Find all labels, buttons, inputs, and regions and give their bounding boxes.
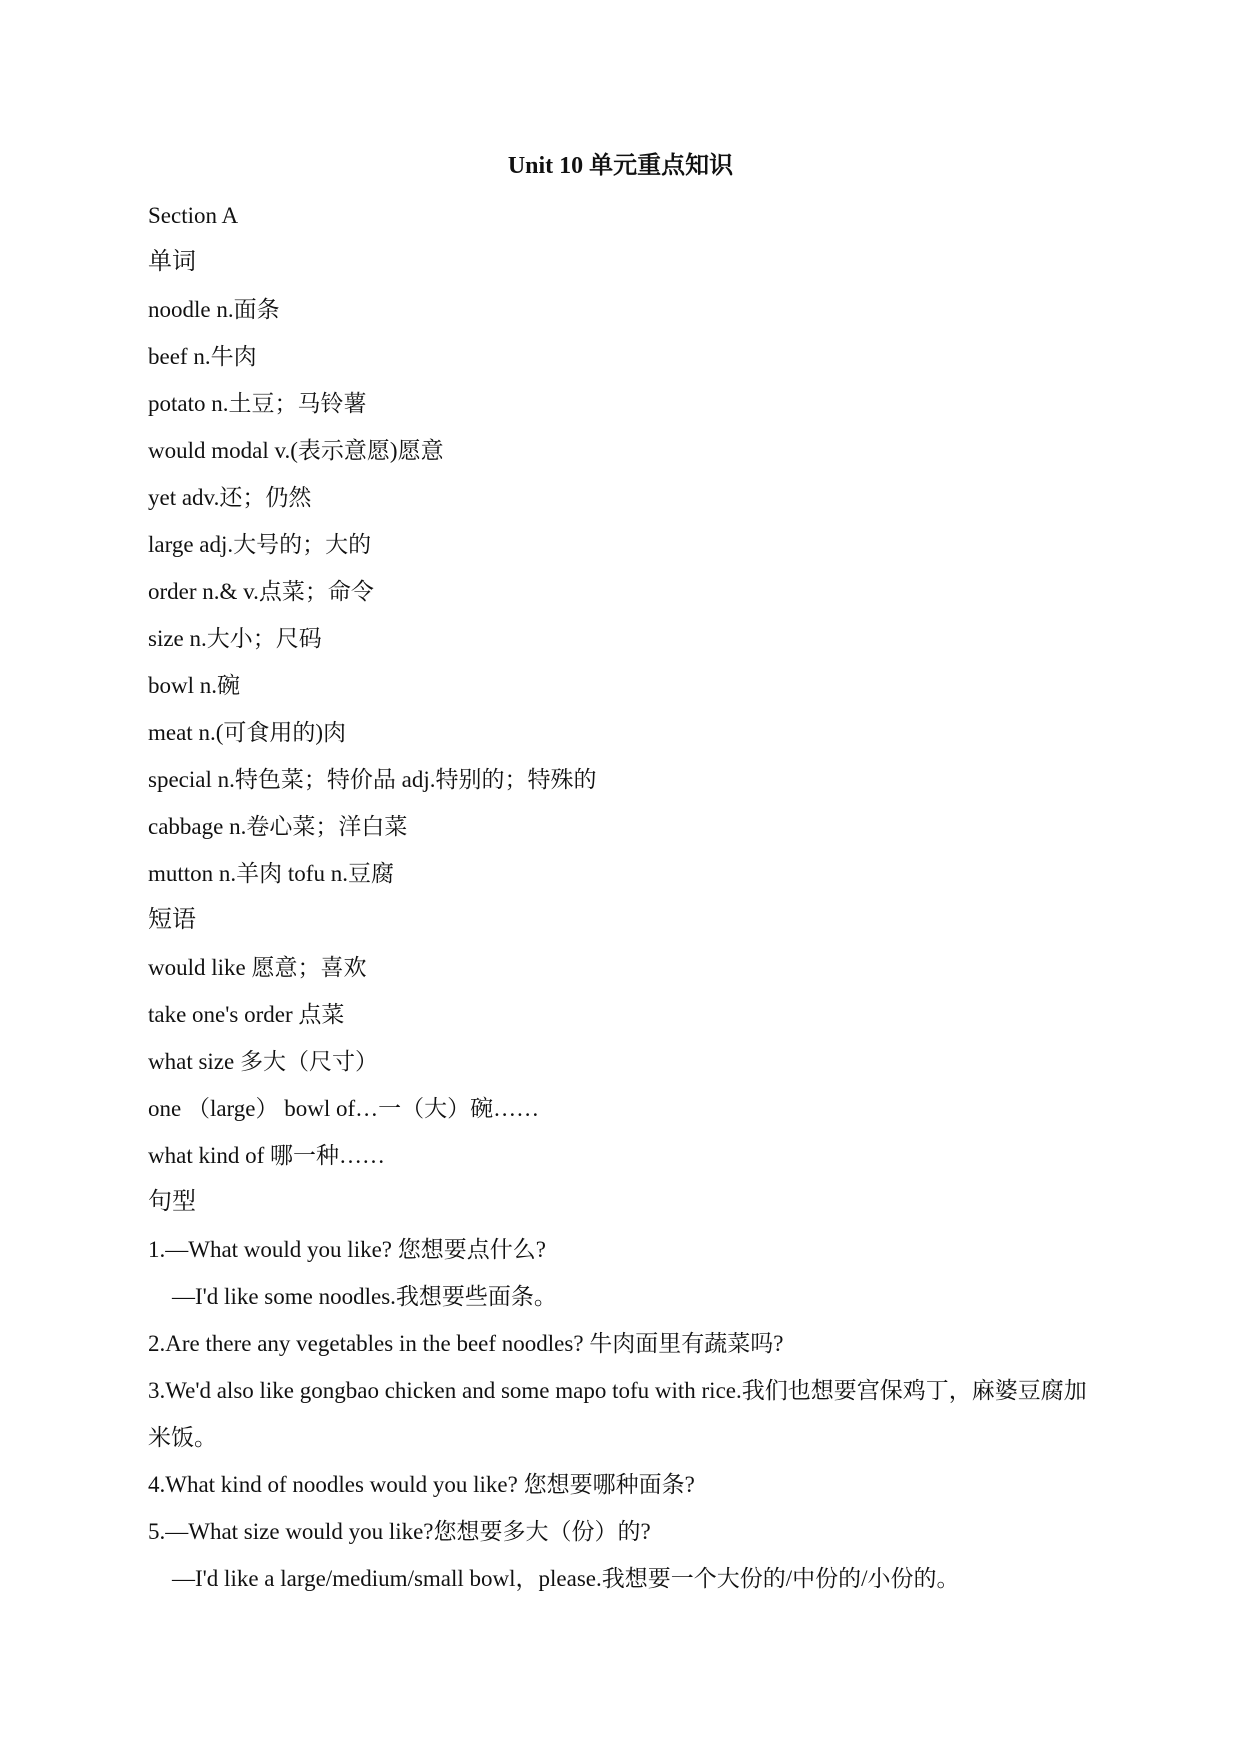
- word-item: size n.大小；尺码: [148, 626, 322, 651]
- phrase-item: what size 多大（尺寸）: [148, 1049, 378, 1074]
- phrase-item: take one's order 点菜: [148, 1002, 345, 1027]
- word-item: potato n.土豆；马铃薯: [148, 391, 367, 416]
- phrases-heading: 短语: [148, 907, 196, 933]
- word-item: would modal v.(表示意愿)愿意: [148, 438, 444, 463]
- word-item: mutton n.羊肉 tofu n.豆腐: [148, 861, 394, 886]
- document-title: Unit 10 单元重点知识: [507, 153, 734, 179]
- document-body: [148, 192, 1098, 1602]
- word-item: order n.& v.点菜；命令: [148, 579, 374, 604]
- phrase-item: one （large） bowl of…一（大）碗……: [148, 1096, 540, 1121]
- word-item: yet adv.还；仍然: [148, 485, 312, 510]
- phrase-item: would like 愿意；喜欢: [148, 955, 367, 980]
- phrase-item: what kind of 哪一种……: [148, 1143, 386, 1168]
- word-item: cabbage n.卷心菜；洋白菜: [148, 814, 408, 839]
- word-item: beef n.牛肉: [148, 344, 257, 369]
- sentence-reply: —I'd like a large/medium/small bowl，please.我想要一个大份的/中份的/小份的。: [172, 1566, 960, 1591]
- sentence-item: 5.—What size would you like?您想要多大（份）的?: [148, 1519, 651, 1544]
- word-item: special n.特色菜；特价品 adj.特别的；特殊的: [148, 767, 597, 792]
- sentence-item: 4.What kind of noodles would you like? 您想要哪种面条?: [148, 1472, 695, 1497]
- sentence-item: 1.—What would you like? 您想要点什么?: [148, 1237, 546, 1262]
- sentence-item: 3.We'd also like gongbao chicken and some mapo tofu with rice.我们也想要宫保鸡丁，麻婆豆腐加米饭。: [148, 1378, 1087, 1450]
- sentences-heading: 句型: [148, 1189, 196, 1215]
- sentence-item: 2.Are there any vegetables in the beef noodles? 牛肉面里有蔬菜吗?: [148, 1331, 784, 1356]
- sentence-reply: —I'd like some noodles.我想要些面条。: [172, 1284, 557, 1309]
- word-item: meat n.(可食用的)肉: [148, 720, 347, 745]
- word-item: noodle n.面条: [148, 297, 280, 322]
- word-item: large adj.大号的；大的: [148, 532, 372, 557]
- section-label: Section A: [148, 203, 239, 228]
- word-item: bowl n.碗: [148, 673, 240, 698]
- words-heading: 单词: [148, 249, 196, 275]
